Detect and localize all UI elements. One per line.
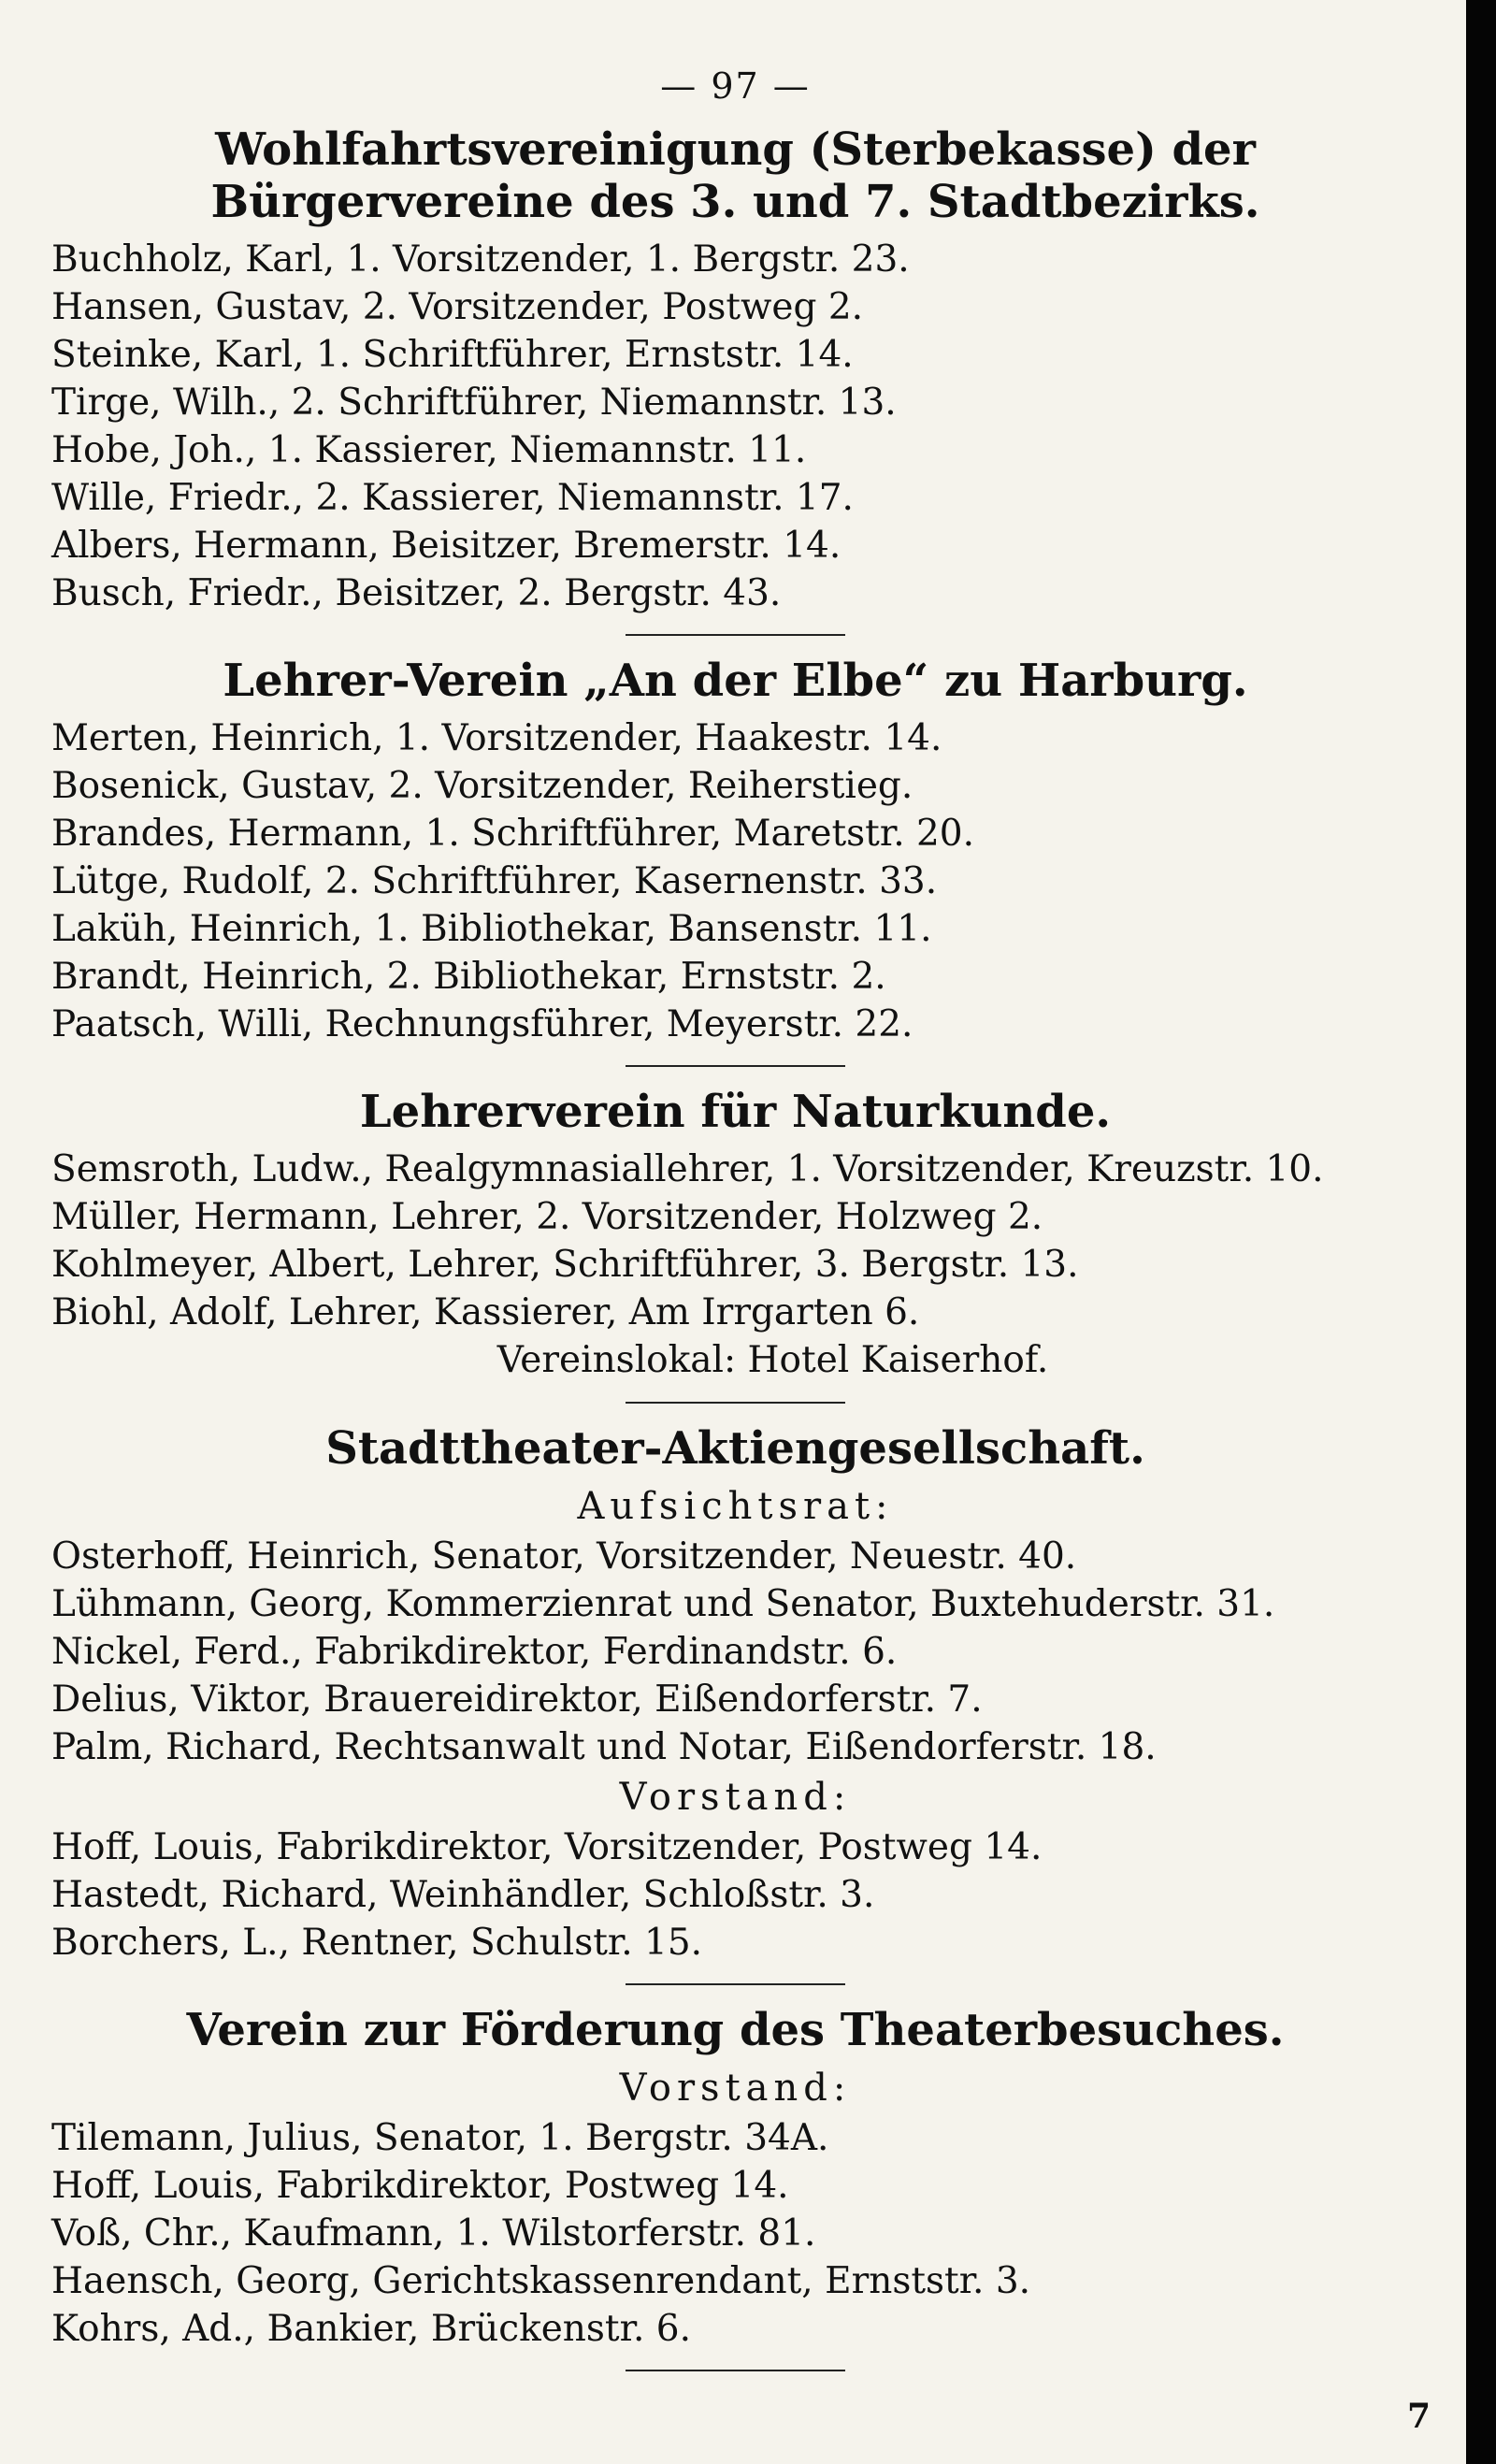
list-item: Haensch, Georg, Gerichtskassenrendant, Ernststr. 3. (51, 2260, 1031, 2302)
entry-list (51, 236, 1419, 617)
subheading: Vorstand: (619, 1776, 852, 1819)
list-item: Kohlmeyer, Albert, Lehrer, Schriftführer, 3. Bergstr. 13. (51, 1244, 1079, 1286)
divider (626, 1402, 845, 1404)
list-item: Albers, Hermann, Beisitzer, Bremerstr. 14. (51, 525, 842, 567)
list-item: Lütge, Rudolf, 2. Schriftführer, Kasernenstr. 33. (51, 860, 938, 902)
list-item: Laküh, Heinrich, 1. Bibliothekar, Bansenstr. 11. (51, 908, 932, 950)
subheading: Vorstand: (619, 2067, 852, 2110)
list-item: Müller, Hermann, Lehrer, 2. Vorsitzender, Holzweg 2. (51, 1196, 1043, 1238)
list-item: Brandes, Hermann, 1. Schriftführer, Maretstr. 20. (51, 813, 975, 855)
list-item: Osterhoff, Heinrich, Senator, Vorsitzender, Neuestr. 40. (51, 1535, 1077, 1578)
section-title: Verein zur Förderung des Theaterbesuches. (186, 2004, 1285, 2056)
divider (626, 634, 845, 636)
list-item: Steinke, Karl, 1. Schriftführer, Ernststr. 14. (51, 334, 854, 376)
entry-list (51, 1823, 1419, 1967)
list-item: Voß, Chr., Kaufmann, 1. Wilstorferstr. 81. (51, 2212, 816, 2255)
list-item: Tilemann, Julius, Senator, 1. Bergstr. 34A. (51, 2117, 829, 2159)
list-item: Merten, Heinrich, 1. Vorsitzender, Haakestr. 14. (51, 717, 942, 759)
list-item: Paatsch, Willi, Rechnungsführer, Meyerstr. 22. (51, 1003, 913, 1045)
section-title: Stadttheater-Aktiengesellschaft. (325, 1422, 1145, 1475)
list-item: Hastedt, Richard, Weinhändler, Schloßstr. 3. (51, 1874, 875, 1916)
divider (626, 1065, 845, 1067)
list-item: Buchholz, Karl, 1. Vorsitzender, 1. Bergstr. 23. (51, 238, 910, 281)
section-lehrerverein-naturkunde (51, 1086, 1419, 1385)
section-stadttheater (51, 1422, 1419, 1967)
signature-mark: 7 (1406, 2397, 1431, 2436)
section-theaterbesuch (51, 2004, 1419, 2353)
section-title: Wohlfahrtsvereinigung (Sterbekasse) der Bürgervereine des 3. und 7. Stadtbezirks. (210, 123, 1260, 228)
section-lehrer-verein-elbe (51, 655, 1419, 1048)
list-item: Borchers, L., Rentner, Schulstr. 15. (51, 1922, 703, 1964)
list-item: Biohl, Adolf, Lehrer, Kassierer, Am Irrgarten 6. (51, 1291, 920, 1333)
subheading: Aufsichtsrat: (577, 1485, 894, 1528)
divider (626, 2370, 845, 2371)
venue-note: Vereinslokal: Hotel Kaiserhof. (496, 1339, 1049, 1381)
entry-list (51, 1146, 1419, 1336)
list-item: Hansen, Gustav, 2. Vorsitzender, Postweg 2. (51, 286, 864, 328)
entry-list (51, 1533, 1419, 1771)
section-wohlfahrtsvereinigung (51, 123, 1419, 617)
section-title: Lehrer-Verein „An der Elbe“ zu Harburg. (223, 655, 1248, 707)
list-item: Busch, Friedr., Beisitzer, 2. Bergstr. 43. (51, 572, 782, 614)
list-item: Lühmann, Georg, Kommerzienrat und Senator, Buxtehuderstr. 31. (51, 1583, 1275, 1625)
list-item: Semsroth, Ludw., Realgymnasiallehrer, 1. Vorsitzender, Kreuzstr. 10. (51, 1148, 1324, 1190)
list-item: Tirge, Wilh., 2. Schriftführer, Niemannstr. 13. (51, 382, 897, 424)
section-title: Lehrerverein für Naturkunde. (359, 1086, 1112, 1138)
list-item: Hoff, Louis, Fabrikdirektor, Vorsitzender, Postweg 14. (51, 1826, 1043, 1868)
list-item: Kohrs, Ad., Bankier, Brückenstr. 6. (51, 2308, 691, 2350)
divider (626, 1983, 845, 1985)
list-item: Hoff, Louis, Fabrikdirektor, Postweg 14. (51, 2165, 789, 2207)
list-item: Bosenick, Gustav, 2. Vorsitzender, Reiherstieg. (51, 765, 913, 807)
entry-list (51, 714, 1419, 1048)
list-item: Delius, Viktor, Brauereidirektor, Eißendorferstr. 7. (51, 1679, 983, 1721)
list-item: Brandt, Heinrich, 2. Bibliothekar, Ernststr. 2. (51, 956, 886, 998)
page-number: — 97 — (660, 65, 811, 107)
list-item: Hobe, Joh., 1. Kassierer, Niemannstr. 11. (51, 429, 807, 471)
list-item: Palm, Richard, Rechtsanwalt und Notar, Eißendorferstr. 18. (51, 1726, 1157, 1768)
entry-list (51, 2114, 1419, 2353)
list-item: Nickel, Ferd., Fabrikdirektor, Ferdinandstr. 6. (51, 1631, 898, 1673)
list-item: Wille, Friedr., 2. Kassierer, Niemannstr. 17. (51, 477, 854, 519)
